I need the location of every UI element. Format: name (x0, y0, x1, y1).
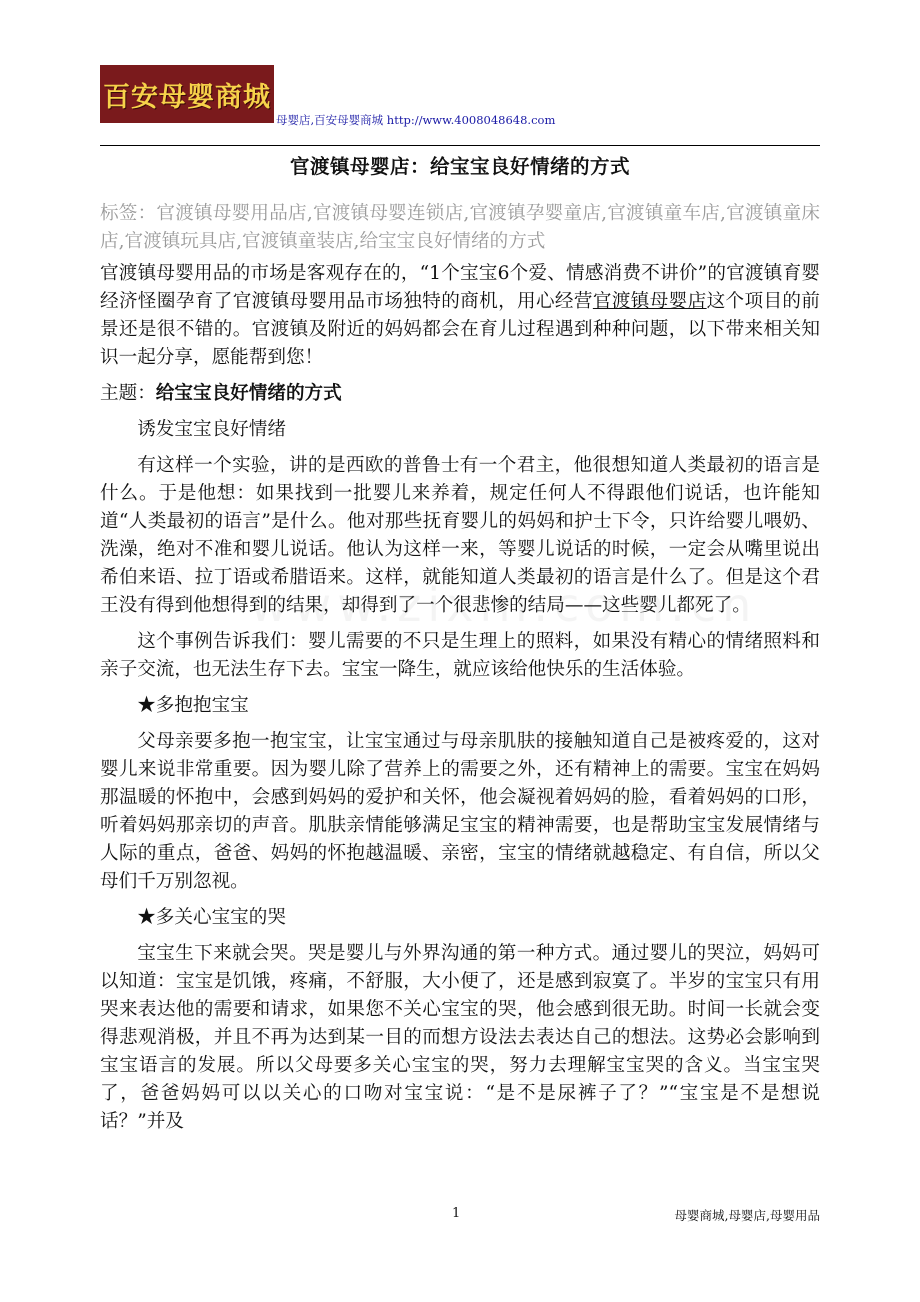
section-2-paragraph-1: 父母亲要多抱一抱宝宝，让宝宝通过与母亲肌肤的接触知道自己是被疼爱的，这对婴儿来说非常重要。因为婴儿除了营养上的需要之外，还有精神上的需要。宝宝在妈妈那温暖的怀抱中，会感到妈妈的爱护和关怀，他会凝视着妈妈的脸，看着妈妈的口形，听着妈妈那亲切的声音。肌肤亲情能够满足宝宝的精神需要，也是帮助宝宝发展情绪与人际的重点，爸爸、妈妈的怀抱越温暖、亲密，宝宝的情绪就越稳定、有自信，所以父母们千万别忽视。 (100, 731, 820, 892)
document-title: 官渡镇母婴店：给宝宝良好情绪的方式 (289, 155, 630, 178)
intro-text-1: 官渡镇母婴用品的市场是客观存在的，“1个宝宝6个爱、情感消费不讲价”的官渡镇育婴经济怪圈孕育了官渡镇母婴用品市场独特的商机，用心经营 (100, 263, 820, 312)
page-number: 1 (452, 1206, 461, 1221)
section-1-paragraph-2: 这个事例告诉我们：婴儿需要的不只是生理上的照料，如果没有精心的情绪照料和亲子交流，也无法生存下去。宝宝一降生，就应该给他快乐的生活体验。 (100, 631, 820, 680)
section-3-paragraph-1: 宝宝生下来就会哭。哭是婴儿与外界沟通的第一种方式。通过婴儿的哭泣，妈妈可以知道：宝宝是饥饿，疼痛，不舒服，大小便了，还是感到寂寞了。半岁的宝宝只有用哭来表达他的需要和请求，如果您不关心宝宝的哭，他会感到很无助。时间一长就会变得悲观消极，并且不再为达到某一目的而想方设法去表达自己的想法。这势必会影响到宝宝语言的发展。所以父母要多关心宝宝的哭，努力去理解宝宝哭的含义。当宝宝哭了，爸爸妈妈可以以关心的口吻对宝宝说：“是不是尿裤子了？”“宝宝是不是想说话？”并及 (100, 943, 820, 1132)
theme-label: 主题： (100, 383, 156, 404)
section-heading-1: 诱发宝宝良好情绪 (137, 419, 286, 440)
section-heading-2: ★多抱抱宝宝 (137, 695, 249, 716)
section-1-paragraph-1: 有这样一个实验，讲的是西欧的普鲁士有一个君主，他很想知道人类最初的语言是什么。于是他想：如果找到一批婴儿来养着，规定任何人不得跟他们说话，也许能知道“人类最初的语言”是什么。他对那些抚育婴儿的妈妈和护士下令，只许给婴儿喂奶、洗澡，绝对不准和婴儿说话。他认为这样一来，等婴儿说话的时候，一定会从嘴里说出希伯来语、拉丁语或希腊语来。这样，就能知道人类最初的语言是什么了。但是这个君王没有得到他想得到的结果，却得到了一个很悲惨的结局——这些婴儿都死了。 (100, 455, 820, 616)
theme-title: 给宝宝良好情绪的方式 (155, 383, 342, 404)
header-link[interactable]: 母婴店,百安母婴商城 http://www.4008048648.com (276, 113, 556, 127)
site-logo[interactable] (100, 65, 274, 123)
footer-text: 母婴商城,母婴店,母婴用品 (674, 1208, 820, 1223)
intro-paragraph (100, 260, 820, 372)
logo-text: 百安母婴商城 (103, 81, 271, 113)
header-divider (100, 145, 820, 146)
tags-line: 标签：官渡镇母婴用品店,官渡镇母婴连锁店,官渡镇孕婴童店,官渡镇童车店,官渡镇童床店,官渡镇玩具店,官渡镇童装店,给宝宝良好情绪的方式 (100, 203, 820, 252)
document-body (100, 200, 820, 1136)
section-heading-3: ★多关心宝宝的哭 (137, 907, 286, 928)
theme-line (100, 380, 820, 408)
intro-link[interactable]: 官渡镇母婴店 (592, 291, 707, 312)
intro-text-2: 这个项目的前景还是很不错的。官渡镇及附近的妈妈都会在育儿过程遇到种种问题，以下带来相关知识一起分享，愿能帮到您！ (100, 291, 820, 368)
